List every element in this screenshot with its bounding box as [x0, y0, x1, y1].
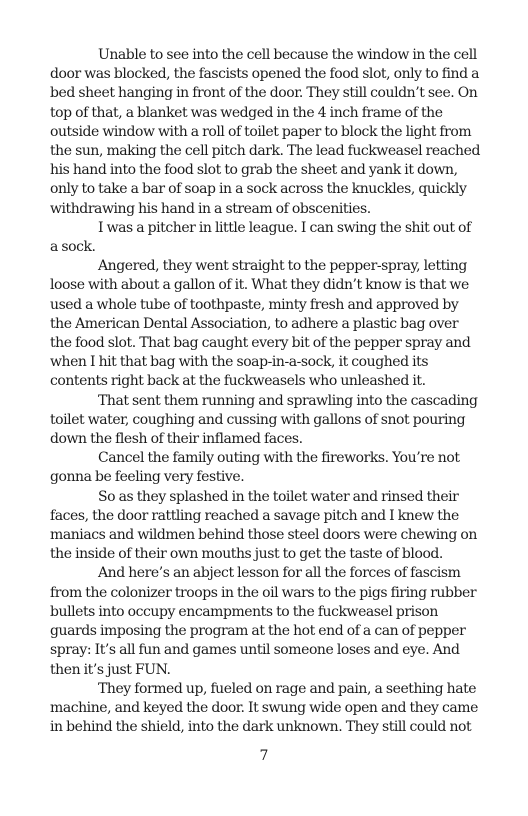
- paragraph-2: I was a pitcher in little league. I can swing the shit out of a sock.: [50, 219, 471, 256]
- paragraph-7: And here’s an abject lesson for all the forces of fascism from the colonizer troops in the oil wars to the pigs firing rubber bullets into occupy encampments to the fuckweasel prison guards imposing the program at the hot end of a can of pepper spray: It’s all fun and games until someone loses and eye. And then it’s just FUN.: [50, 565, 477, 678]
- page-body: [50, 46, 482, 737]
- paragraph-3: Angered, they went straight to the pepper-spray, letting loose with about a gallon of it. What they didn’t know is that we used a whole tube of toothpaste, minty fresh and approved by the American Dental Association, to adhere a plastic bag over the food slot. That bag caught every bit of the pepper spray and when I hit that bag with the soap-in-a-sock, it coughed its contents right back at the fuckweasels who unleashed it.: [50, 258, 471, 390]
- page-number: 7: [259, 748, 269, 764]
- paragraph-8: They formed up, fueled on rage and pain, a seething hate machine, and keyed the door. It swung wide open and they came in behind the shield, into the dark unknown. They still could not: [50, 680, 478, 736]
- paragraph-1: Unable to see into the cell because the window in the cell door was blocked, the fascists opened the food slot, only to find a bed sheet hanging in front of the door. They still couldn’t see. On top of that, a blanket was wedged in the 4 inch frame of the outside window with a roll of toilet paper to block the light from the sun, making the cell pitch dark. The lead fuckweasel reached his hand into the food slot to grab the sheet and yank it down, only to take a bar of soap in a sock across the knuckles, quickly withdrawing his hand in a stream of obscenities.: [50, 47, 480, 217]
- paragraph-4: That sent them running and sprawling into the cascading toilet water, coughing and cussing with gallons of snot pouring down the flesh of their inflamed faces.: [50, 392, 478, 448]
- paragraph-6: So as they splashed in the toilet water and rinsed their faces, the door rattling reached a savage pitch and I knew the maniacs and wildmen behind those steel doors were chewing on the inside of their own mouths just to get the taste of blood.: [50, 488, 477, 563]
- paragraph-5: Cancel the family outing with the fireworks. You’re not gonna be feeling very festive.: [50, 450, 460, 486]
